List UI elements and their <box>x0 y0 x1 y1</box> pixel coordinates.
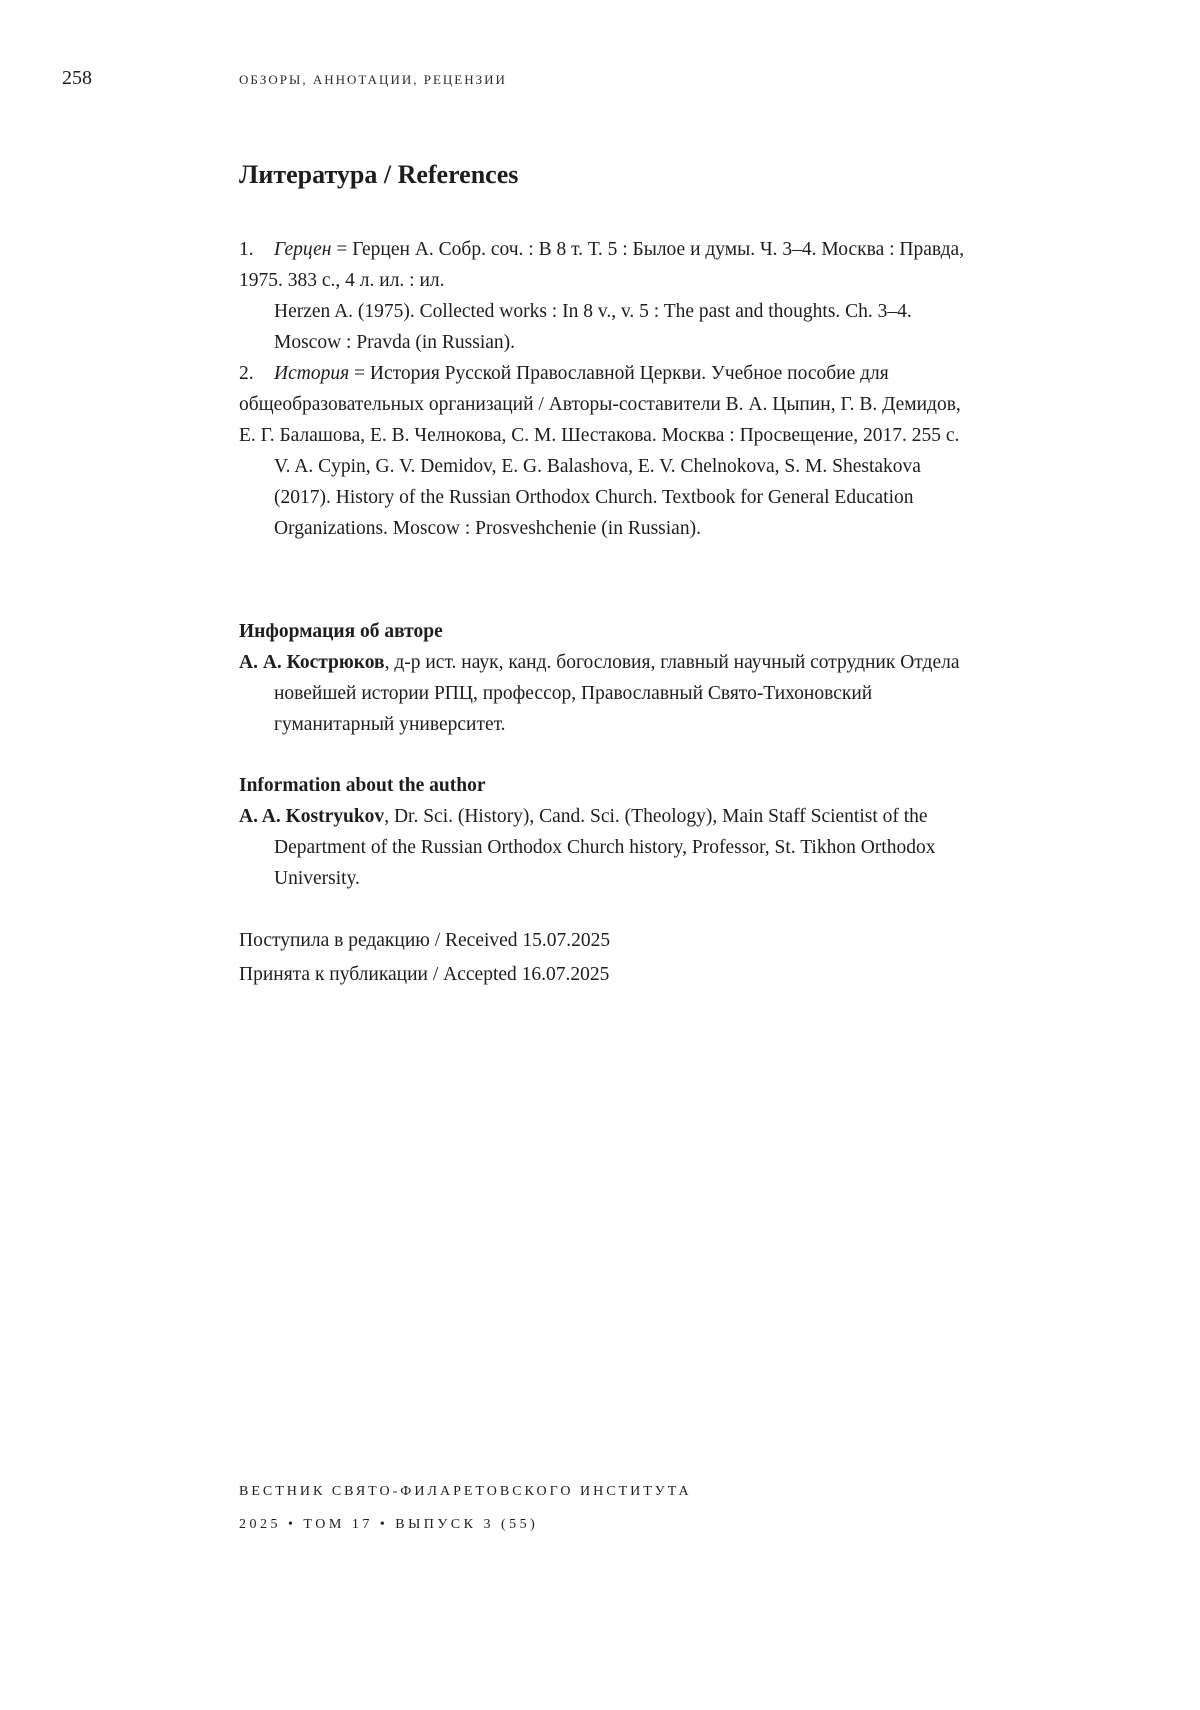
author-name-en: A. A. Kostryukov <box>239 806 385 827</box>
submission-dates <box>239 924 981 992</box>
author-info-heading-ru: Информация об авторе <box>239 621 443 642</box>
received-date-line: Поступила в редакцию / Received 15.07.2025 <box>239 930 611 951</box>
author-description-ru: , д-р ист. наук, канд. богословия, главный научный сотрудник Отдела новейшей истории РПЦ, профессор, Православный Свято-Тихоновский гуманитарный университет. <box>274 652 960 735</box>
author-info-ru <box>239 647 981 740</box>
accepted-date-line: Принята к публикации / Accepted 16.07.2025 <box>239 964 610 985</box>
author-name-ru: А. А. Кострюков <box>239 652 385 673</box>
reference-translation-en: Herzen A. (1975). Collected works : In 8 v., v. 5 : The past and thoughts. Ch. 3–4. Moscow : Pravda (in Russian). <box>274 301 912 353</box>
running-header: ОБЗОРЫ, АННОТАЦИИ, РЕЦЕНЗИИ <box>239 72 507 87</box>
reference-item-ru <box>239 358 981 451</box>
reference-number: 2. <box>239 363 254 384</box>
page-content <box>239 160 981 992</box>
section-title: Литература / References <box>239 160 519 189</box>
reference-text-ru: = История Русской Православной Церкви. Учебное пособие для общеобразовательных организаций / Авторы-составители В. А. Цыпин, Г. В. Демидов, Е. Г. Балашова, Е. В. Челнокова, С. М. Шестакова. Москва : Просвещение, 2017. 255 с. <box>239 363 961 446</box>
author-info-en <box>239 801 981 894</box>
author-description-en: , Dr. Sci. (History), Cand. Sci. (Theology), Main Staff Scientist of the Department of the Russian Orthodox Church history, Professor, St. Tikhon Orthodox University. <box>274 806 936 889</box>
reference-term: Герцен <box>274 239 332 260</box>
reference-item-ru <box>239 234 981 296</box>
reference-translation-en: V. A. Cypin, G. V. Demidov, E. G. Balashova, E. V. Chelnokova, S. M. Shestakova (2017). History of the Russian Orthodox Church. Textbook for General Education Organizations. Moscow : Prosveshchenie (in Russian). <box>274 456 921 539</box>
reference-text-ru: = Герцен А. Собр. соч. : В 8 т. Т. 5 : Былое и думы. Ч. 3–4. Москва : Правда, 1975. 383 с., 4 л. ил. : ил. <box>239 239 965 291</box>
author-info-heading-en: Information about the author <box>239 775 486 796</box>
reference-term: История <box>274 363 350 384</box>
reference-number: 1. <box>239 239 254 260</box>
reference-list <box>239 234 981 544</box>
journal-footer <box>239 1483 692 1533</box>
journal-title: ВЕСТНИК СВЯТО-ФИЛАРЕТОВСКОГО ИНСТИТУТА <box>239 1484 692 1499</box>
page-number: 258 <box>62 67 92 89</box>
journal-issue-info: 2025 • ТОМ 17 • ВЫПУСК 3 (55) <box>239 1517 539 1532</box>
